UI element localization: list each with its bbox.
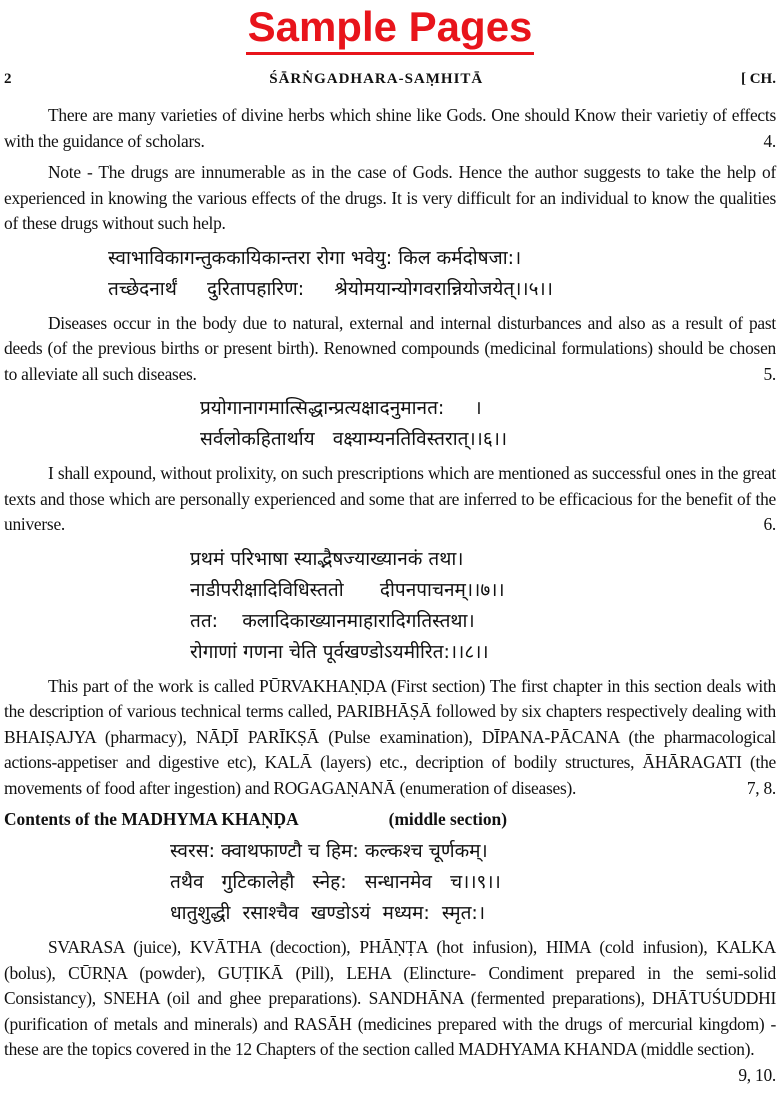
sample-pages-banner: [4, 4, 776, 55]
sanskrit-verse-6: [4, 393, 776, 455]
section-heading: [4, 807, 776, 832]
running-head: [4, 69, 776, 89]
verse-number: 9, 10.: [738, 1064, 776, 1085]
heading-sub: (middle section): [388, 809, 507, 829]
paragraph-text: I shall expound, without prolixity, on such prescriptions which are mentioned as successful ones in the great texts and those which are personally experienced and some that are inferred to be efficacious for the benefit of the universe.: [4, 463, 776, 534]
verse-line: स्वाभाविकागन्तुककायिकान्तरा रोगा भवेयु: किल कर्मदोषजा:।: [108, 246, 522, 269]
verse-line: सर्वलोकहितार्थाय वक्ष्याम्यनतिविस्तरात्।।६।।: [200, 428, 508, 450]
paragraph-text: Diseases occur in the body due to natural, external and internal disturbances and also as a result of past deeds (of the previous births or present birth). Renowned compounds (medicinal formulations) should be chosen to alleviate all such diseases.: [4, 312, 776, 384]
chapter-mark: [ CH.: [740, 71, 776, 87]
verse-line: तच्छेदनार्थं दुरितापहारिण: श्रेयोमयान्योगवरान्नियोजयेत्।।५।।: [108, 277, 553, 300]
sanskrit-verse-5: [4, 243, 776, 305]
banner-text: Sample Pages: [246, 4, 535, 55]
verse-line: नाडीपरीक्षादिविधिस्ततो दीपनपाचनम्।।७।।: [190, 578, 505, 601]
sanskrit-verse-7-8: [4, 544, 776, 668]
verse-line: प्रयोगानागमात्सिद्धान्प्रत्यक्षादनुमानत: ।: [200, 397, 482, 419]
heading-main: Contents of the MADHYMA KHAṆḌA: [4, 809, 299, 829]
paragraph-verse-4: [4, 103, 776, 154]
sanskrit-verse-9-10: [4, 836, 776, 929]
book-title: ŚĀRṄGADHARA-SAṂHITĀ: [269, 71, 484, 87]
verse-line: धातुशुद्धी रसाश्चैव खण्डोऽयं मध्यम: स्मृत:।: [170, 902, 486, 924]
paragraph-verse-6: [4, 461, 776, 538]
verse-line: प्रथमं परिभाषा स्याद्भैषज्याख्यानकं तथा।: [190, 547, 464, 570]
page-number: 2: [4, 71, 12, 87]
verse-number: 5.: [763, 363, 776, 384]
paragraph-verse-5: [4, 311, 776, 388]
verse-line: तत: कलादिकाख्यानमाहारादिगतिस्तथा।: [190, 609, 475, 632]
paragraph-text: This part of the work is called PŪRVAKHAṆḌA (First section) The first chapter in this section deals with the description of various technical terms called, PARIBHĀṢĀ followed by six chapters respectively dealing with BHAIṢAJYA (pharmacy), NĀḌĪ PARĪKṢĀ (Pulse examination), DĪPANA-PĀCANA (the pharmacological actions-appetiser and digestive etc), KALĀ (layers) etc., decription of bodily structures, ĀHĀRAGATI (the movements of food after ingestion) and ROGAGAṆANĀ (enumeration of diseases).: [4, 675, 776, 798]
verse-line: स्वरस: क्वाथफाण्टौ च हिम: कल्कश्च चूर्णकम्।: [170, 840, 488, 862]
paragraph-verse-9-10: [4, 935, 776, 1088]
paragraph-verse-7-8: [4, 674, 776, 802]
verse-line: रोगाणां गणना चेति पूर्वखण्डोऽयमीरित:।।८।।: [190, 640, 489, 663]
verse-line: तथैव गुटिकालेहौ स्नेह: सन्धानमेव च।।९।।: [170, 871, 501, 893]
verse-number: 7, 8.: [746, 777, 776, 798]
paragraph-text: There are many varieties of divine herbs which shine like Gods. One should Know their varietiy of effects with the guidance of scholars.: [4, 105, 776, 151]
paragraph-text: Note - The drugs are innumerable as in the case of Gods. Hence the author suggests to take the help of experienced in knowing the various effects of the drugs. It is very difficult for an individual to know the qualities of these drugs without such help.: [4, 162, 776, 233]
note-paragraph: [4, 160, 776, 237]
verse-number: 4.: [763, 130, 776, 151]
verse-number: 6.: [763, 514, 776, 534]
paragraph-text: SVARASA (juice), KVĀTHA (decoction), PHĀṆṬA (hot infusion), HIMA (cold infusion), KALKA (bolus), CŪRṆA (powder), GUṬIKĀ (Pill), LEHA (Elincture- Condiment prepared in the semi-solid Consistancy), SNEHA (oil and ghee preparations). SANDHĀNA (fermented preparations), DHĀTUŚUDDHI (purification of metals and minerals) and RASĀH (medicines prepared with the drugs of mercurial kingdom) - these are the topics covered in the 12 Chapters of the section called MADHYAMA KHANDA (middle section).: [4, 937, 776, 1059]
